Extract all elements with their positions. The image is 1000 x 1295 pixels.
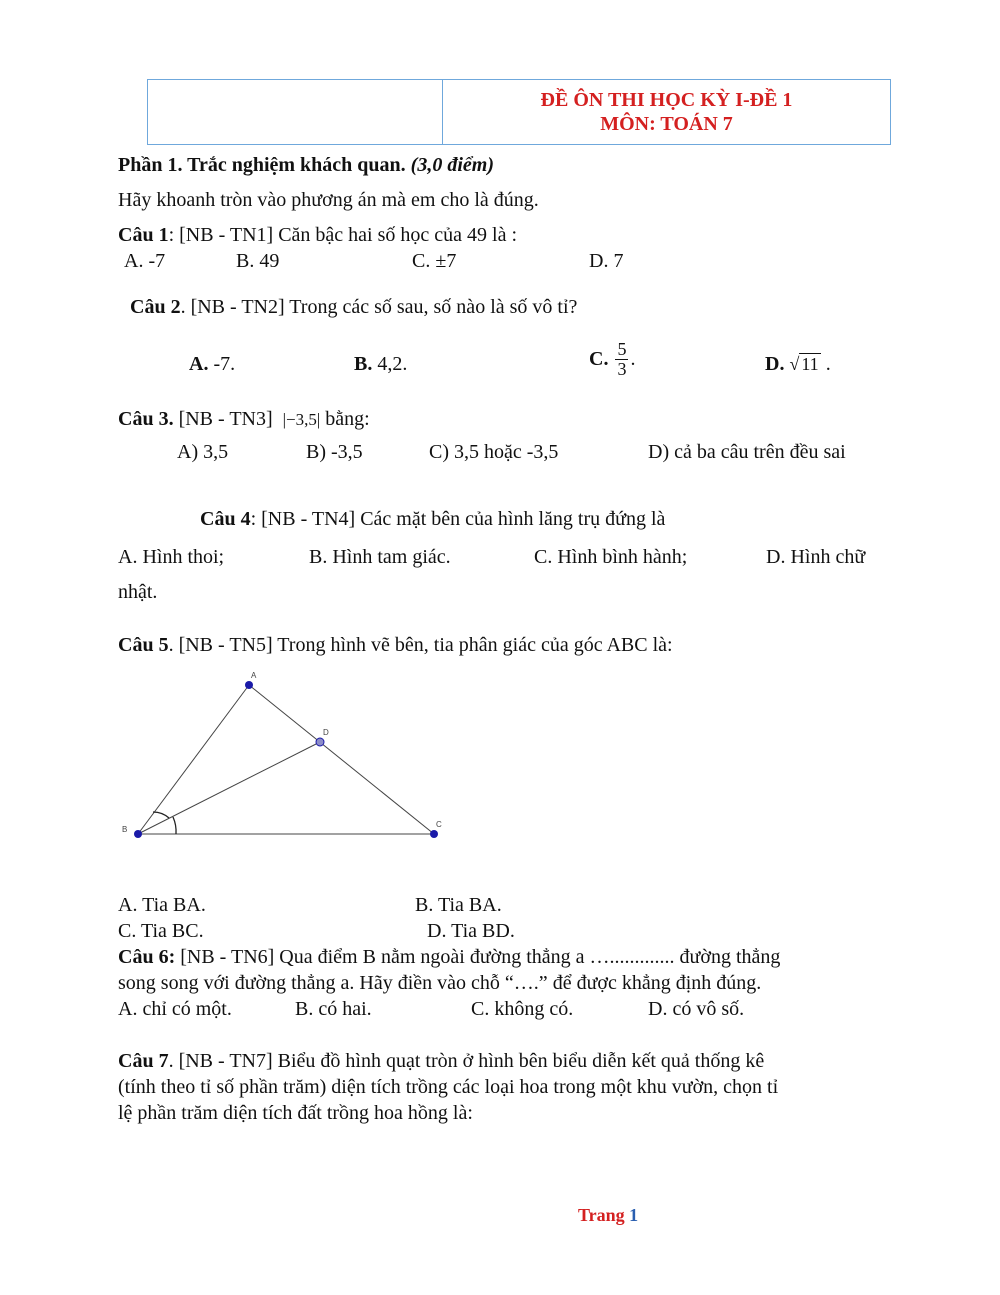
q6-option-b[interactable]: B. có hai. xyxy=(295,998,372,1020)
q2-option-a[interactable] xyxy=(189,353,235,376)
instruction: Hãy khoanh tròn vào phương án mà em cho là đúng. xyxy=(118,189,539,211)
q6-option-d[interactable]: D. có vô số. xyxy=(648,998,745,1020)
q4-option-d-continuation: nhật. xyxy=(118,581,158,603)
exam-title: ĐỀ ÔN THI HỌC KỲ I-ĐỀ 1 xyxy=(540,89,793,111)
q2-option-d[interactable] xyxy=(765,353,831,376)
q4-option-c[interactable]: C. Hình bình hành; xyxy=(534,546,688,568)
question-3-text: bằng: xyxy=(325,408,370,430)
question-1-text: : [NB - TN1] Căn bậc hai số học của 49 là : xyxy=(168,224,518,246)
question-3-code: [NB - TN3] xyxy=(178,408,273,430)
segment-bd xyxy=(138,742,320,834)
segment-ac xyxy=(249,685,434,834)
question-7-label: Câu 7 xyxy=(118,1050,169,1072)
q2-option-c[interactable] xyxy=(589,340,635,379)
q2-option-b-label: B. xyxy=(354,353,373,375)
fraction-numerator: 5 xyxy=(617,339,627,359)
q2-option-a-value: -7. xyxy=(213,353,236,375)
q6-option-c[interactable]: C. không có. xyxy=(471,998,574,1020)
page-number: 1 xyxy=(629,1205,639,1225)
page-footer xyxy=(578,1205,638,1226)
point-d xyxy=(316,738,324,746)
section-points: (3,0 điểm) xyxy=(410,154,494,176)
q3-option-b[interactable]: B) -3,5 xyxy=(306,441,363,463)
q1-option-c[interactable]: C. ±7 xyxy=(412,250,457,272)
question-5-label: Câu 5 xyxy=(118,634,169,656)
question-6 xyxy=(118,946,780,969)
question-7-line2: (tính theo tỉ số phần trăm) diện tích trồng các loại hoa trong một khu vườn, chọn tỉ xyxy=(118,1076,779,1098)
absolute-value: |−3,5| xyxy=(282,410,321,429)
point-c xyxy=(430,830,438,838)
q2-option-c-label: C. xyxy=(589,347,609,370)
page-word: Trang xyxy=(578,1205,625,1225)
q3-option-d[interactable]: D) cả ba câu trên đều sai xyxy=(648,441,846,463)
triangle-figure xyxy=(110,665,460,850)
question-6-line1: [NB - TN6] Qua điểm B nằm ngoài đường thẳng a …............. đường thẳng xyxy=(180,946,781,968)
absolute-value-content: −3,5 xyxy=(286,410,317,429)
section-heading-text: Phần 1. Trắc nghiệm khách quan. xyxy=(118,154,406,176)
fraction xyxy=(615,340,628,379)
question-2-text: . [NB - TN2] Trong các số sau, số nào là số vô tỉ? xyxy=(180,296,578,318)
q2-option-a-label: A. xyxy=(189,353,209,375)
q4-option-a[interactable]: A. Hình thoi; xyxy=(118,546,225,568)
question-7-line1: . [NB - TN7] Biểu đồ hình quạt tròn ở hình bên biểu diễn kết quả thống kê xyxy=(168,1050,765,1072)
question-5-text: . [NB - TN5] Trong hình vẽ bên, tia phân giác của góc ABC là: xyxy=(168,634,673,656)
q2-option-c-tail: . xyxy=(630,347,636,370)
question-4-label: Câu 4 xyxy=(200,508,251,530)
q1-option-a[interactable]: A. -7 xyxy=(124,250,166,272)
question-6-line2: song song với đường thẳng a. Hãy điền vào chỗ “….” để được khẳng định đúng. xyxy=(118,972,762,994)
question-3-label: Câu 3. xyxy=(118,408,174,430)
point-a xyxy=(245,681,253,689)
q3-option-c[interactable]: C) 3,5 hoặc -3,5 xyxy=(429,441,559,463)
q6-option-a[interactable]: A. chỉ có một. xyxy=(118,998,232,1020)
section-heading xyxy=(118,154,494,177)
question-7 xyxy=(118,1050,764,1073)
q5-option-b[interactable]: B. Tia BA. xyxy=(415,894,502,916)
q1-option-d[interactable]: D. 7 xyxy=(589,250,624,272)
q4-option-d[interactable]: D. Hình chữ xyxy=(766,546,866,568)
q3-option-a[interactable]: A) 3,5 xyxy=(177,441,229,463)
label-b: B xyxy=(122,825,128,834)
radicand: 11 xyxy=(801,354,819,374)
angle-arc-dbc xyxy=(173,817,176,834)
q2-option-d-label: D. xyxy=(765,353,785,375)
header-table xyxy=(147,79,891,145)
question-2 xyxy=(130,296,577,319)
question-1 xyxy=(118,224,517,247)
square-root: √ 11 xyxy=(789,354,819,374)
point-b xyxy=(134,830,142,838)
question-1-label: Câu 1 xyxy=(118,224,169,246)
question-2-label: Câu 2 xyxy=(130,296,181,318)
question-6-label: Câu 6: xyxy=(118,946,176,968)
q5-option-c[interactable]: C. Tia BC. xyxy=(118,920,204,942)
header-left-cell xyxy=(148,80,443,144)
label-d: D xyxy=(323,728,329,737)
header-right-cell xyxy=(443,80,890,144)
label-c: C xyxy=(436,820,442,829)
label-a: A xyxy=(251,671,257,680)
question-3 xyxy=(118,408,370,431)
angle-arc-abd xyxy=(153,812,169,818)
question-4-text: : [NB - TN4] Các mặt bên của hình lăng trụ đứng là xyxy=(250,508,666,530)
q2-option-b-value: 4,2. xyxy=(377,353,408,375)
fraction-denominator: 3 xyxy=(617,358,627,379)
question-5 xyxy=(118,634,673,657)
q2-option-d-tail: . xyxy=(825,353,831,375)
q5-option-d[interactable]: D. Tia BD. xyxy=(427,920,515,942)
question-4 xyxy=(200,508,665,531)
q2-option-b[interactable] xyxy=(354,353,407,376)
q1-option-b[interactable]: B. 49 xyxy=(236,250,280,272)
q4-option-b[interactable]: B. Hình tam giác. xyxy=(309,546,451,568)
q5-option-a[interactable]: A. Tia BA. xyxy=(118,894,206,916)
subject-title: MÔN: TOÁN 7 xyxy=(600,113,733,135)
question-7-line3: lệ phần trăm diện tích đất trồng hoa hồng là: xyxy=(118,1102,473,1124)
